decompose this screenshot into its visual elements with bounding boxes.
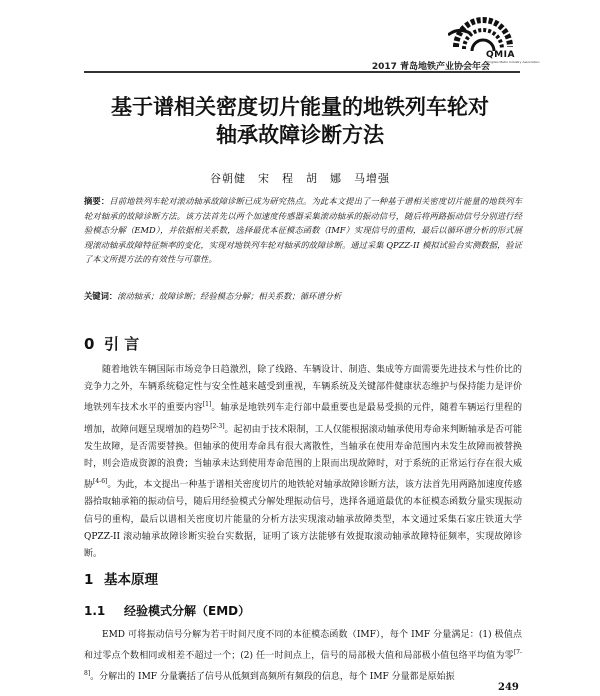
intro-text-3: 。起初由于技术限制，工人仅能根据滚动轴承使用寿命来判断轴承是否可能发生故障，是否需要替换。但轴承的使用寿命具有很大离散性，当轴承在使用寿命范围内未发生故障而被替换时，则会造成资源的浪费；当轴承未达到使用寿命范围的上限而出现故障时，对于系统的正常运行存在很大威胁 <box>84 424 522 491</box>
paper-title-line2: 轴承故障诊断方法 <box>216 123 384 147</box>
section-number: 1 <box>84 572 94 588</box>
section-title: 基本原理 <box>104 572 158 588</box>
section-heading-principle <box>84 568 158 588</box>
section-heading-intro <box>84 333 139 354</box>
subsection-title: 经验模式分解（EMD） <box>124 604 251 618</box>
section-number: 0 <box>84 335 95 353</box>
subsection-heading-emd <box>84 602 250 619</box>
emd-text-2: 。分解出的 IMF 分量囊括了信号从低频到高频所有频段的信息，每个 IMF 分量都是原始振 <box>90 672 455 683</box>
abstract <box>84 194 522 267</box>
citation: [1] <box>202 401 212 409</box>
keywords-label: 关键词： <box>84 291 118 301</box>
logo-text: QMIA <box>486 50 515 60</box>
intro-paragraph <box>84 362 522 563</box>
authors: 谷朝健 宋 程 胡 娜 马增强 <box>210 172 390 185</box>
intro-text-2: 。轴承是地铁列车走行部中最重要也是最易受损的元件，随着车辆运行里程的增加，故障问题呈现增加的趋势 <box>84 403 522 435</box>
keywords <box>84 290 522 302</box>
emd-paragraph <box>84 627 522 687</box>
intro-text-1: 随着地铁车辆国际市场竞争日趋激烈，除了线路、车辆设计、制造、集成等方面需要先进技术与性价比的竞争力之外，车辆系统稳定性与安全性越来越受到重视，车辆系统及关键部件健康状态维护与保持能力是评价地铁列车技术水平的重要内容 <box>84 365 522 414</box>
conference-name: 2017 青岛地铁产业协会年会 <box>371 62 490 72</box>
abstract-label: 摘要： <box>84 196 110 206</box>
subsection-number: 1.1 <box>84 604 106 618</box>
intro-text-4: 。为此，本文提出一种基于谱相关密度切片的地铁轮对轴承故障诊断方法，该方法首先用两路加速度传感器拾取轴承箱的振动信号，随后用经验模式分解处理振动信号，选择各通道最优的本征模态函数分量实现振动信号的重构，最后以谱相关密度切片能量的分析方法实现滚动轴承故障类型，本文通过采集石家庄铁道大学 QPZZ-II 滚动轴承故障诊断实验台实数据，证明了该方法能够有效提取滚动轴承故障特征频率，实现故障诊断。 <box>84 480 522 560</box>
citation: [2-3] <box>210 422 225 430</box>
emd-text-1: EMD 可将振动信号分解为若干时间尺度不同的本征模态函数（IMF），每个 IMF 分量满足：(1) 极值点和过零点个数相同或相差不超过一个；(2) 任一时间点上，信号的局部极大值和局部极小值包络平均值为零 <box>84 630 522 662</box>
logo-subtext: Qingdao Metro Industry Association <box>486 60 540 64</box>
abstract-text: 目前地铁列车轮对滚动轴承故障诊断已成为研究热点。为此本文提出了一种基于谱相关密度切片能量的地铁列车轮对轴承的故障诊断方法。该方法首先以两个加速度传感器采集滚动轴承的振动信号，随后将两路振动信号分别进行经验模态分解（EMD），并依据相关系数，选择最优本征模态函数（IMF）实现信号的重构，最后以循环谱分析的形式展现滚动轴承故障特征频率的变化，实现对地铁列车轮对轴承的故障诊断。通过采集 QPZZ-II 模拟试验台实测数据，验证了本文所提方法的有效性与可靠性。 <box>84 196 522 264</box>
citation: [4-6] <box>93 478 108 486</box>
section-title: 引 言 <box>104 335 140 353</box>
keywords-text: 滚动轴承；故障诊断；经验模态分解；相关系数；循环谱分析 <box>117 291 342 301</box>
page-number: 249 <box>498 682 519 693</box>
paper-title-line1: 基于谱相关密度切片能量的地铁列车轮对 <box>111 95 489 119</box>
citation: [7-8] <box>84 649 522 678</box>
